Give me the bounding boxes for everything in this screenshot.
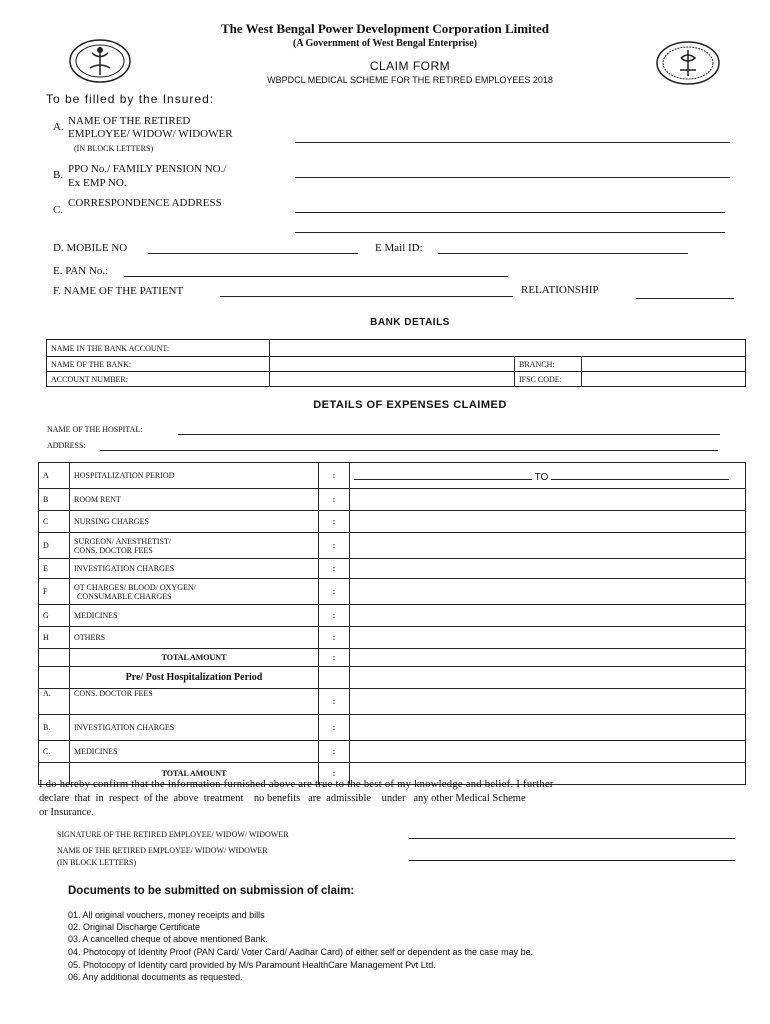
field-c-input-line-1[interactable] — [295, 212, 725, 213]
relationship-label: RELATIONSHIP — [521, 284, 599, 296]
row-colon: : — [319, 649, 350, 667]
prepost-total-label: TOTAL AMOUNT — [70, 763, 319, 785]
field-a-input-line[interactable] — [295, 142, 730, 143]
address-label: ADDRESS: — [47, 441, 86, 450]
room-rent-amount[interactable] — [350, 489, 746, 511]
account-name-label: NAME IN THE BANK ACCOUNT: — [47, 340, 270, 357]
to-label: TO — [534, 471, 549, 483]
row-colon: : — [319, 579, 350, 605]
bank-table — [46, 339, 746, 387]
row-id: A. — [39, 689, 70, 715]
field-c-marker: C. — [53, 204, 64, 216]
ot-charges-amount[interactable] — [350, 579, 746, 605]
insured-heading: To be filled by the Insured: — [46, 92, 215, 106]
medicines-amount[interactable] — [350, 605, 746, 627]
name-label: NAME OF THE RETIRED EMPLOYEE/ WIDOW/ WIDOWER — [57, 846, 268, 855]
declaration-line-3: or Insurance. — [39, 807, 94, 818]
document-item: 04. Photocopy of Identity Proof (PAN Card/ Voter Card/ Aadhar Card) of either self or dependent as the case may be. — [68, 947, 534, 957]
field-b-input-line[interactable] — [295, 177, 730, 178]
expenses-table — [38, 462, 746, 785]
branch-cell[interactable] — [582, 357, 746, 372]
row-colon: : — [319, 715, 350, 741]
row-colon: : — [319, 627, 350, 649]
declaration-line-1: I do hereby confirm that the information furnished above are true to the best of my knowledge and belief. I further — [39, 779, 554, 790]
row-colon: : — [319, 689, 350, 715]
row-colon: : — [319, 489, 350, 511]
signature-label: SIGNATURE OF THE RETIRED EMPLOYEE/ WIDOW/ WIDOWER — [57, 830, 289, 839]
field-b-marker: B. — [53, 169, 64, 181]
row-colon: : — [319, 741, 350, 763]
field-c-label: CORRESPONDENCE ADDRESS — [68, 197, 222, 209]
surgeon-fees-amount[interactable] — [350, 533, 746, 559]
form-title: CLAIM FORM — [369, 59, 451, 73]
field-b-label-1: PPO No./ FAMILY PENSION NO./ — [68, 163, 227, 175]
row-colon: : — [319, 463, 350, 489]
row-label: CONS. DOCTOR FEES — [70, 689, 319, 715]
row-label: MEDICINES — [70, 605, 319, 627]
row-id: A — [39, 463, 70, 489]
table-row — [39, 533, 746, 559]
table-row — [39, 715, 746, 741]
row-label-line-2: CONS. DOCTOR FEES — [74, 545, 153, 555]
table-row — [39, 579, 746, 605]
row-id: F — [39, 579, 70, 605]
row-id: D — [39, 533, 70, 559]
row-id: E — [39, 559, 70, 579]
bank-name-label: NAME OF THE BANK: — [47, 357, 270, 372]
email-label: E Mail ID: — [375, 242, 423, 254]
documents-heading: Documents to be submitted on submission of claim: — [68, 885, 355, 897]
prepost-medicines-amount[interactable] — [350, 741, 746, 763]
period-from-line[interactable] — [354, 469, 532, 480]
field-f-label: F. NAME OF THE PATIENT — [53, 285, 184, 297]
row-colon-empty — [319, 667, 350, 689]
table-row — [39, 667, 746, 689]
email-input-line[interactable] — [438, 253, 688, 254]
row-label-line-1: OT CHARGES/ BLOOD/ OXYGEN/ — [74, 582, 196, 592]
row-colon: : — [319, 533, 350, 559]
ifsc-cell[interactable] — [582, 372, 746, 387]
row-label: NURSING CHARGES — [70, 511, 319, 533]
document-item: 06. Any additional documents as requested. — [68, 972, 243, 982]
row-id: C — [39, 511, 70, 533]
hospital-label: NAME OF THE HOSPITAL: — [47, 425, 143, 434]
total-label: TOTAL AMOUNT — [70, 649, 319, 667]
nursing-charges-amount[interactable] — [350, 511, 746, 533]
table-row — [39, 489, 746, 511]
row-colon: : — [319, 511, 350, 533]
bank-name-cell[interactable] — [270, 357, 515, 372]
prepost-doctor-fees-amount[interactable] — [350, 689, 746, 715]
field-b-label-2: Ex EMP NO. — [68, 177, 127, 189]
total-amount-cell[interactable] — [350, 649, 746, 667]
bank-heading: BANK DETAILS — [370, 317, 450, 328]
address-input-line[interactable] — [100, 450, 718, 451]
prepost-heading-value — [350, 667, 746, 689]
document-item: 02. Original Discharge Certificate — [68, 922, 201, 932]
relationship-input-line[interactable] — [636, 298, 734, 299]
signature-input-line[interactable] — [409, 838, 735, 839]
branch-label: BRANCH: — [515, 357, 582, 372]
row-label: MEDICINES — [70, 741, 319, 763]
document-item: 01. All original vouchers, money receipts and bills — [68, 910, 265, 920]
org-name: The West Bengal Power Development Corporation Limited — [220, 21, 550, 36]
prepost-heading: Pre/ Post Hospitalization Period — [70, 667, 319, 689]
field-a-label-2: EMPLOYEE/ WIDOW/ WIDOWER — [68, 128, 233, 140]
account-number-cell[interactable] — [270, 372, 515, 387]
table-row — [39, 511, 746, 533]
row-colon: : — [319, 763, 350, 785]
declaration-line-2: declare that in respect of the above treatment no benefits are admissible under any other Medical Scheme — [39, 793, 526, 804]
row-id-empty — [39, 649, 70, 667]
row-colon: : — [319, 605, 350, 627]
row-id: H — [39, 627, 70, 649]
document-item: 03. A cancelled cheque of above mentioned Bank. — [68, 934, 268, 944]
table-row — [39, 463, 746, 489]
account-number-label: ACCOUNT NUMBER: — [47, 372, 270, 387]
expenses-heading: DETAILS OF EXPENSES CLAIMED — [313, 399, 507, 411]
field-c-input-line-2[interactable] — [295, 232, 725, 233]
row-label-line-1: SURGEON/ ANESTHETIST/ — [74, 536, 172, 546]
row-label: INVESTIGATION CHARGES — [70, 559, 319, 579]
table-row — [39, 741, 746, 763]
investigation-charges-amount[interactable] — [350, 559, 746, 579]
hospitalization-period-cell[interactable] — [350, 463, 746, 489]
row-label: OTHERS — [70, 627, 319, 649]
org-subtitle: (A Government of West Bengal Enterprise) — [293, 38, 477, 49]
hospital-input-line[interactable] — [178, 434, 720, 435]
document-item: 05. Photocopy of Identity card provided by M/s Paramount HealthCare Management Pvt Ltd. — [68, 960, 436, 970]
prepost-investigation-amount[interactable] — [350, 715, 746, 741]
row-id: B. — [39, 715, 70, 741]
field-d-label: D. MOBILE NO — [53, 242, 128, 254]
scheme-title: WBPDCL MEDICAL SCHEME FOR THE RETIRED EMPLOYEES 2018 — [267, 75, 553, 85]
row-label-line-2: CONSUMABLE CHARGES — [77, 591, 172, 601]
table-row — [39, 605, 746, 627]
name-note: (IN BLOCK LETTERS) — [57, 858, 137, 867]
row-id-empty — [39, 667, 70, 689]
table-row — [39, 559, 746, 579]
mobile-input-line[interactable] — [148, 253, 358, 254]
others-amount[interactable] — [350, 627, 746, 649]
row-colon: : — [319, 559, 350, 579]
table-row — [39, 649, 746, 667]
field-e-label: E. PAN No.: — [53, 265, 109, 277]
row-id: G — [39, 605, 70, 627]
field-a-label-1: NAME OF THE RETIRED — [68, 115, 191, 127]
row-label: ROOM RENT — [70, 489, 319, 511]
ifsc-label: IFSC CODE: — [515, 372, 582, 387]
name-input-line[interactable] — [409, 860, 735, 861]
period-to-line[interactable] — [551, 469, 729, 480]
row-id: B — [39, 489, 70, 511]
row-label — [70, 533, 319, 559]
table-row — [39, 627, 746, 649]
row-label: INVESTIGATION CHARGES — [70, 715, 319, 741]
pan-input-line[interactable] — [124, 276, 508, 277]
row-label — [70, 579, 319, 605]
account-name-cell[interactable] — [270, 340, 746, 357]
field-a-marker: A. — [53, 121, 64, 133]
patient-input-line[interactable] — [220, 296, 513, 297]
table-row — [39, 689, 746, 715]
row-id: C. — [39, 741, 70, 763]
field-a-note: (IN BLOCK LETTERS) — [74, 144, 154, 153]
row-label: HOSPITALIZATION PERIOD — [70, 463, 319, 489]
